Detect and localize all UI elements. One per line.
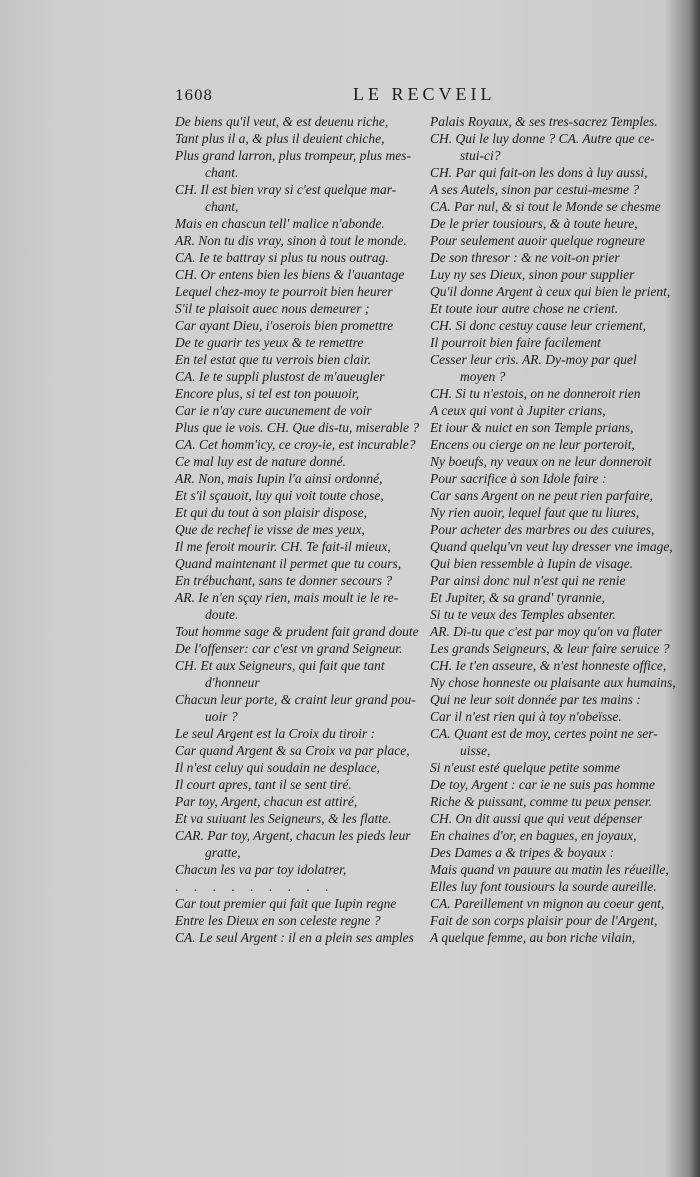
text-line: CA. Ie te battray si plus tu nous outrag. xyxy=(175,250,389,265)
text-line: Entre les Dieux en son celeste regne ? xyxy=(175,913,381,928)
text-line: Chacun leur porte, & craint leur grand pou- xyxy=(175,692,416,707)
text-line: CH. Or entens bien les biens & l'auantage xyxy=(175,267,405,282)
text-line: En chaines d'or, en bagues, en joyaux, xyxy=(430,828,637,843)
text-line: Et va suiuant les Seigneurs, & les flatte. xyxy=(175,811,392,826)
text-line: Si n'eust esté quelque petite somme xyxy=(430,760,620,775)
text-line: Lequel chez-moy te pourroit bien heurer xyxy=(175,284,393,299)
text-line: De le prier tousiours, & à toute heure, xyxy=(430,216,638,231)
text-line: A ceux qui vont à Jupiter crians, xyxy=(430,403,606,418)
text-line: Ce mal luy est de nature donné. xyxy=(175,454,346,469)
running-head: LE RECVEIL xyxy=(353,84,496,104)
text-line: En tel estat que tu verrois bien clair. xyxy=(175,352,371,367)
text-line: Car ayant Dieu, i'oserois bien promettre xyxy=(175,318,394,333)
text-line: CH. Qui le luy donne ? CA. Autre que ce- xyxy=(430,131,655,146)
text-line: AR. Non, mais Iupin l'a ainsi ordonné, xyxy=(175,471,383,486)
text-line: Par ainsi donc nul n'est qui ne renie xyxy=(430,573,626,588)
text-line: A ses Autels, sinon par cestui-mesme ? xyxy=(430,182,640,197)
text-line: CA. Ie te suppli plustost de m'aueugler xyxy=(175,369,385,384)
text-line: Qui bien ressemble à Iupin de visage. xyxy=(430,556,634,571)
text-line: CH. Si tu n'estois, on ne donneroit rien xyxy=(430,386,641,401)
text-line: Et toute iour autre chose ne crient. xyxy=(430,301,619,316)
left-text-column xyxy=(175,113,423,946)
text-line: De biens qu'il veut, & est deuenu riche, xyxy=(175,114,389,129)
text-line: Il n'est celuy qui soudain ne desplace, xyxy=(175,760,380,775)
text-line: De l'offenser: car c'est vn grand Seigneur. xyxy=(175,641,403,656)
text-line: CH. Ie t'en asseure, & n'est honneste office, xyxy=(430,658,667,673)
text-line: Pour sacrifice à son Idole faire : xyxy=(430,471,607,486)
text-line: Luy ny ses Dieux, sinon pour supplier xyxy=(430,267,635,282)
text-line: Quand maintenant il permet que tu cours, xyxy=(175,556,402,571)
text-line: CA. Pareillement vn mignon au coeur gent, xyxy=(430,896,665,911)
text-line: Pour seulement auoir quelque rogneure xyxy=(430,233,645,248)
text-line: Ny chose honneste ou plaisante aux humains, xyxy=(430,675,676,690)
text-line: Et s'il sçauoit, luy qui voit toute chose, xyxy=(175,488,384,503)
text-line: CA. Cet homm'icy, ce croy-ie, est incurable? xyxy=(175,437,416,452)
text-line: Pour acheter des marbres ou des cuiures, xyxy=(430,522,655,537)
text-line: Chacun les va par toy idolatrer, xyxy=(175,862,347,877)
text-line: En trébuchant, sans te donner secours ? xyxy=(175,573,393,588)
text-line: Ny rien auoir, lequel faut que tu liures, xyxy=(430,505,640,520)
text-line: CH. Il est bien vray si c'est quelque mar- xyxy=(175,182,397,197)
text-line: Car quand Argent & sa Croix va par place, xyxy=(175,743,410,758)
text-line: CH. On dit aussi que qui veut dépenser xyxy=(430,811,643,826)
text-line: gratte, xyxy=(205,845,241,860)
text-line: Palais Royaux, & ses tres-sacrez Temples. xyxy=(430,114,658,129)
page-number: 1608 xyxy=(175,88,213,104)
text-line: Qu'il donne Argent à ceux qui bien le prient, xyxy=(430,284,671,299)
page-header xyxy=(175,84,655,106)
text-line: Le seul Argent est la Croix du tiroir : xyxy=(175,726,375,741)
text-line: CA. Le seul Argent : il en a plein ses amples xyxy=(175,930,414,945)
text-line: CH. Et aux Seigneurs, qui fait que tant xyxy=(175,658,385,673)
text-line: d'honneur xyxy=(205,675,260,690)
text-line: Mais en chascun tell' malice n'abonde. xyxy=(175,216,385,231)
text-line: De te guarir tes yeux & te remettre xyxy=(175,335,364,350)
text-line: chant, xyxy=(205,199,239,214)
text-line: CA. Par nul, & si tout le Monde se chesme xyxy=(430,199,661,214)
text-line: uoir ? xyxy=(205,709,238,724)
text-line: Fait de son corps plaisir pour de l'Argent, xyxy=(430,913,658,928)
page-gutter-shadow xyxy=(690,0,700,1177)
text-line: De son thresor : & ne voit-on prier xyxy=(430,250,620,265)
text-line: Et qui du tout à son plaisir dispose, xyxy=(175,505,368,520)
text-line: Et Jupiter, & sa grand' tyrannie, xyxy=(430,590,605,605)
text-line: CH. Si donc cestuy cause leur criement, xyxy=(430,318,646,333)
text-line: Il court apres, tant il se sent tiré. xyxy=(175,777,352,792)
text-line: Car sans Argent on ne peut rien parfaire, xyxy=(430,488,653,503)
text-line: AR. Ie n'en sçay rien, mais moult ie le re- xyxy=(175,590,399,605)
right-text-column xyxy=(430,113,680,946)
text-line: Ny boeufs, ny veaux on ne leur donneroit xyxy=(430,454,652,469)
text-line: Encens ou cierge on ne leur porteroit, xyxy=(430,437,635,452)
text-line: Car ie n'ay cure aucunement de voir xyxy=(175,403,372,418)
text-line: Des Dames a & tripes & boyaux : xyxy=(430,845,615,860)
text-line: Il me feroit mourir. CH. Te fait-il mieux, xyxy=(175,539,391,554)
text-line: uisse, xyxy=(460,743,491,758)
text-line: Elles luy font tousiours la sourde aureille. xyxy=(430,879,657,894)
text-line: Il pourroit bien faire facilement xyxy=(430,335,601,350)
text-line: AR. Non tu dis vray, sinon à tout le monde. xyxy=(175,233,407,248)
text-line: S'il te plaisoit auec nous demeurer ; xyxy=(175,301,370,316)
text-line: Par toy, Argent, chacun est attiré, xyxy=(175,794,358,809)
text-line: Car il n'est rien qui à toy n'obeïsse. xyxy=(430,709,622,724)
text-line: Mais quand vn pauure au matin les réueille, xyxy=(430,862,669,877)
text-line: A quelque femme, au bon riche vilain, xyxy=(430,930,636,945)
text-line: Quand quelqu'vn veut luy dresser vne image, xyxy=(430,539,673,554)
text-line: Si tu te veux des Temples absenter. xyxy=(430,607,616,622)
text-line: Qui ne leur soit donnée par tes mains : xyxy=(430,692,641,707)
text-line: Car tout premier qui fait que Iupin regne xyxy=(175,896,397,911)
text-line: Plus que ie vois. CH. Que dis-tu, miserable ? xyxy=(175,420,420,435)
text-line: Tant plus il a, & plus il deuient chiche, xyxy=(175,131,385,146)
text-line: chant. xyxy=(205,165,239,180)
text-line: CAR. Par toy, Argent, chacun les pieds leur xyxy=(175,828,411,843)
text-line: CA. Quant est de moy, certes point ne ser- xyxy=(430,726,658,741)
text-line: stui-ci? xyxy=(460,148,501,163)
text-line: Encore plus, si tel est ton pouuoir, xyxy=(175,386,359,401)
text-line: doute. xyxy=(205,607,239,622)
text-line: Cesser leur cris. AR. Dy-moy par quel xyxy=(430,352,637,367)
text-line: Que de rechef ie visse de mes yeux, xyxy=(175,522,365,537)
text-line: AR. Di-tu que c'est par moy qu'on va flater xyxy=(430,624,662,639)
text-line: CH. Par qui fait-on les dons à luy aussi, xyxy=(430,165,648,180)
text-line: Et iour & nuict en son Temple prians, xyxy=(430,420,634,435)
text-line: De toy, Argent : car ie ne suis pas homme xyxy=(430,777,655,792)
text-line: moyen ? xyxy=(460,369,506,384)
text-line: Plus grand larron, plus trompeur, plus mes- xyxy=(175,148,412,163)
text-line: Tout homme sage & prudent fait grand doute xyxy=(175,624,419,639)
text-line: Riche & puissant, comme tu peux penser. xyxy=(430,794,652,809)
text-line: . . . . . . . . . xyxy=(175,879,335,894)
text-line: Les grands Seigneurs, & leur faire seruice ? xyxy=(430,641,670,656)
